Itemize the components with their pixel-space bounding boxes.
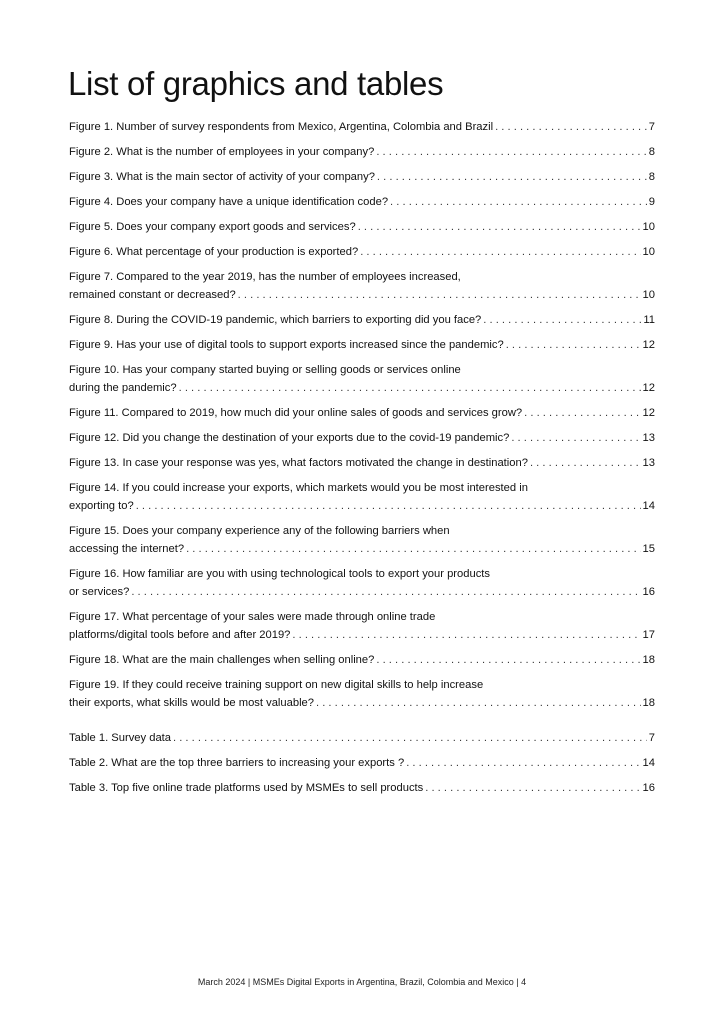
toc-page-number: 10 [642, 289, 655, 301]
toc-page-number: 15 [642, 543, 655, 555]
toc-entry[interactable] [69, 565, 655, 601]
toc-entry[interactable] [69, 143, 655, 161]
toc-entry[interactable] [69, 311, 655, 329]
dot-leader [390, 193, 647, 211]
toc-entry-text: Figure 15. Does your company experience any of the following barriers when [69, 525, 450, 537]
dot-leader [483, 311, 641, 329]
toc-page-number: 7 [648, 121, 655, 133]
dot-leader [530, 454, 641, 472]
toc-entry[interactable] [69, 336, 655, 354]
toc-entry-text: platforms/digital tools before and after 2019? [69, 629, 291, 641]
toc-entry-text: Figure 5. Does your company export goods and services? [69, 221, 356, 233]
toc-entry[interactable] [69, 218, 655, 236]
toc-page-number: 18 [642, 697, 655, 709]
toc-entry[interactable] [69, 268, 655, 304]
toc-entry-text: or services? [69, 586, 130, 598]
toc-entry-text: Figure 3. What is the main sector of activity of your company? [69, 171, 375, 183]
dot-leader [406, 754, 640, 772]
toc-entry-text: their exports, what skills would be most valuable? [69, 697, 314, 709]
dot-leader [506, 336, 641, 354]
dot-leader [376, 143, 646, 161]
toc-entry-text: Figure 1. Number of survey respondents from Mexico, Argentina, Colombia and Brazil [69, 121, 494, 133]
page-footer: March 2024 | MSMEs Digital Exports in Argentina, Brazil, Colombia and Mexico | 4 [197, 977, 527, 987]
toc-entry-text: Figure 16. How familiar are you with using technological tools to export your products [69, 568, 490, 580]
dot-leader [360, 243, 640, 261]
dot-leader [292, 626, 640, 644]
toc-page-number: 9 [648, 196, 655, 208]
toc-entry-text: Figure 19. If they could receive training support on new digital skills to help increase [69, 679, 484, 691]
toc-entry-text: Table 1. Survey data [69, 732, 171, 744]
toc-page-number: 8 [648, 146, 655, 158]
toc-page-number: 16 [642, 586, 655, 598]
toc-entry-text: Figure 11. Compared to 2019, how much did your online sales of goods and services grow? [69, 407, 523, 419]
toc-page-number: 12 [642, 407, 655, 419]
toc-entry[interactable] [69, 522, 655, 558]
toc-entry[interactable] [69, 454, 655, 472]
toc-entry[interactable] [69, 193, 655, 211]
toc-page-number: 13 [642, 457, 655, 469]
page-title: List of graphics and tables [68, 65, 444, 102]
toc-entry-text: during the pandemic? [69, 382, 177, 394]
dot-leader [495, 118, 647, 136]
toc-entry[interactable] [69, 754, 655, 772]
toc-entry-text: Figure 2. What is the number of employees in your company? [69, 146, 375, 158]
dot-leader [238, 286, 641, 304]
dot-leader [186, 540, 640, 558]
toc-page-number: 11 [643, 314, 655, 326]
toc-entry[interactable] [69, 676, 655, 712]
dot-leader [377, 168, 647, 186]
toc-page-number: 12 [642, 339, 655, 351]
dot-leader [173, 729, 647, 747]
dot-leader [131, 583, 640, 601]
dot-leader [358, 218, 641, 236]
toc-entry-text: Figure 13. In case your response was yes, what factors motivated the change in destination? [69, 457, 528, 469]
toc-page-number: 8 [648, 171, 655, 183]
dot-leader [524, 404, 640, 422]
toc-entry[interactable] [69, 779, 655, 797]
toc-page-number: 13 [642, 432, 655, 444]
toc-entry[interactable] [69, 651, 655, 669]
toc-entry-text: Figure 17. What percentage of your sales were made through online trade [69, 611, 436, 623]
toc-entry[interactable] [69, 729, 655, 747]
toc-page-number: 16 [642, 782, 655, 794]
toc-page-number: 10 [642, 221, 655, 233]
toc-entry[interactable] [69, 243, 655, 261]
toc-page-number: 18 [642, 654, 655, 666]
toc-page-number: 14 [642, 757, 655, 769]
toc-entry[interactable] [69, 118, 655, 136]
toc-entry-text: Figure 18. What are the main challenges when selling online? [69, 654, 375, 666]
table-of-contents [69, 118, 655, 804]
toc-entry-text: Figure 6. What percentage of your production is exported? [69, 246, 359, 258]
toc-entry[interactable] [69, 479, 655, 515]
toc-entry-text: Figure 4. Does your company have a unique identification code? [69, 196, 389, 208]
toc-entry-text: Table 3. Top five online trade platforms used by MSMEs to sell products [69, 782, 424, 794]
toc-entry[interactable] [69, 404, 655, 422]
dot-leader [136, 497, 641, 515]
dot-leader [316, 694, 641, 712]
dot-leader [376, 651, 640, 669]
toc-entry[interactable] [69, 168, 655, 186]
toc-entry-text: accessing the internet? [69, 543, 185, 555]
toc-page-number: 17 [642, 629, 655, 641]
dot-leader [179, 379, 641, 397]
toc-entry[interactable] [69, 361, 655, 397]
toc-entry[interactable] [69, 429, 655, 447]
toc-entry-text: remained constant or decreased? [69, 289, 236, 301]
toc-entry-text: exporting to? [69, 500, 134, 512]
dot-leader [425, 779, 640, 797]
toc-entry-text: Table 2. What are the top three barriers to increasing your exports ? [69, 757, 405, 769]
toc-entry-text: Figure 10. Has your company started buying or selling goods or services online [69, 364, 461, 376]
toc-entry-text: Figure 14. If you could increase your exports, which markets would you be most interested in [69, 482, 528, 494]
toc-entry-text: Figure 7. Compared to the year 2019, has the number of employees increased, [69, 271, 461, 283]
toc-entry-text: Figure 8. During the COVID-19 pandemic, which barriers to exporting did you face? [69, 314, 482, 326]
toc-page-number: 10 [642, 246, 655, 258]
toc-page-number: 14 [642, 500, 655, 512]
dot-leader [511, 429, 640, 447]
toc-entry-text: Figure 9. Has your use of digital tools to support exports increased since the pandemic? [69, 339, 504, 351]
toc-page-number: 7 [648, 732, 655, 744]
toc-entry-text: Figure 12. Did you change the destination of your exports due to the covid-19 pandemic? [69, 432, 510, 444]
toc-page-number: 12 [642, 382, 655, 394]
toc-entry[interactable] [69, 608, 655, 644]
